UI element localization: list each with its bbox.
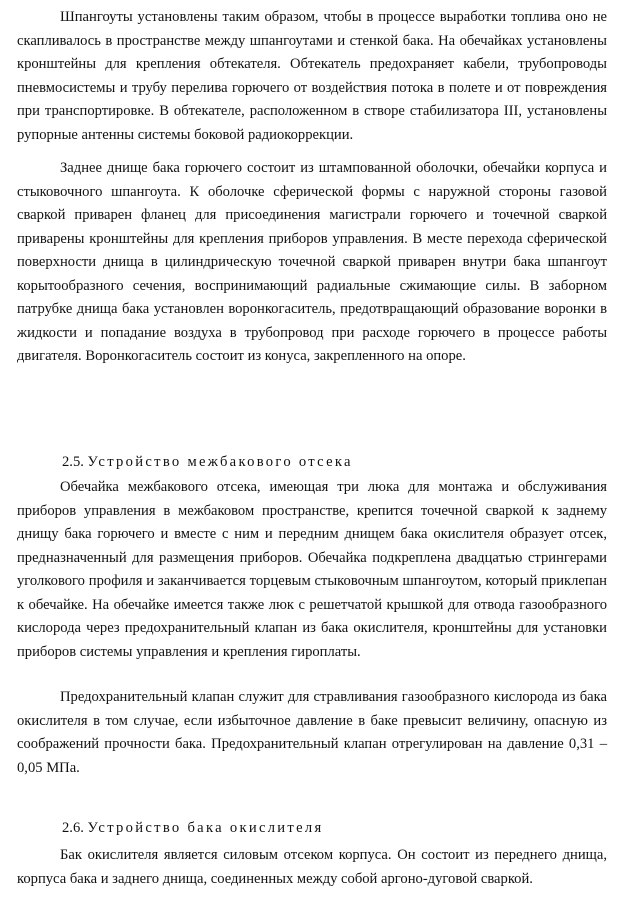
paragraph-fuel-tank-rear-bottom: Заднее днище бака горючего состоит из штампованной оболочки, обечайки корпуса и стыковочного шпангоута. К оболочке сферической формы с наружной стороны газовой сваркой приварен фланец для присоединения магистрали горючего и точечной сваркой приварены кронштейны для крепления приборов управления. В месте перехода сферической поверхности днища в цилиндрическую точечной сваркой приварен внутри бака шпангоут корытообразного сечения, воспринимающий радиальные сжимающие силы. В заборном патрубке днища бака установлен воронкогаситель, предотвращающий образование воронки в жидкости и попадание воздуха в трубопровод при расходе горючего в процессе работы двигателя. Воронкогаситель состоит из конуса, закрепленного на опоре.: [17, 160, 607, 364]
section-heading-2-5: [62, 451, 353, 475]
section-number: 2.5.: [62, 454, 84, 470]
section-number: 2.6.: [62, 820, 84, 836]
section-title: Устройство бака окислителя: [87, 820, 324, 836]
section-title: Устройство межбакового отсека: [87, 454, 353, 470]
paragraph-frames: Шпангоуты установлены таким образом, чтобы в процессе выработки топлива оно не скапливалось в пространстве между шпангоутами и стенкой бака. На обечайках установлены кронштейны для крепления обтекателя. Обтекатель предохраняет кабели, трубопроводы пневмосистемы и трубу перелива горючего от воздействия потока в полете и от повреждения при транспортировке. В обтекателе, расположенном в створе стабилизатора III, установлены рупорные антенны системы боковой радиокоррекции.: [17, 9, 607, 143]
paragraph-safety-valve: Предохранительный клапан служит для стравливания газообразного кислорода из бака окислителя в том случае, если избыточное давление в баке превысит величину, опасную из соображений прочности бака. Предохранительный клапан отрегулирован на давление 0,31 – 0,05 МПа.: [17, 689, 607, 776]
paragraph-oxidizer-tank: Бак окислителя является силовым отсеком корпуса. Он состоит из переднего днища, корпуса бака и заднего днища, соединенных между собой аргоно-дуговой сваркой.: [17, 847, 607, 887]
paragraph-intertank-shell: Обечайка межбакового отсека, имеющая три люка для монтажа и обслуживания приборов управления в межбаковом пространстве, крепится точечной сваркой к заднему днищу бака горючего и вместе с ним и передним днищем бака окислителя образует отсек, предназначенный для размещения приборов. Обечайка подкреплена двадцатью стрингерами уголкового профиля и заканчивается торцевым стыковочным шпангоутом, который приклепан к обечайке. На обечайке имеется также люк с решетчатой крышкой для отвода газообразного кислорода через предохранительный клапан из бака окислителя, кронштейны для установки приборов системы управления и крепления гироплаты.: [17, 479, 607, 660]
section-heading-2-6: [62, 817, 323, 841]
